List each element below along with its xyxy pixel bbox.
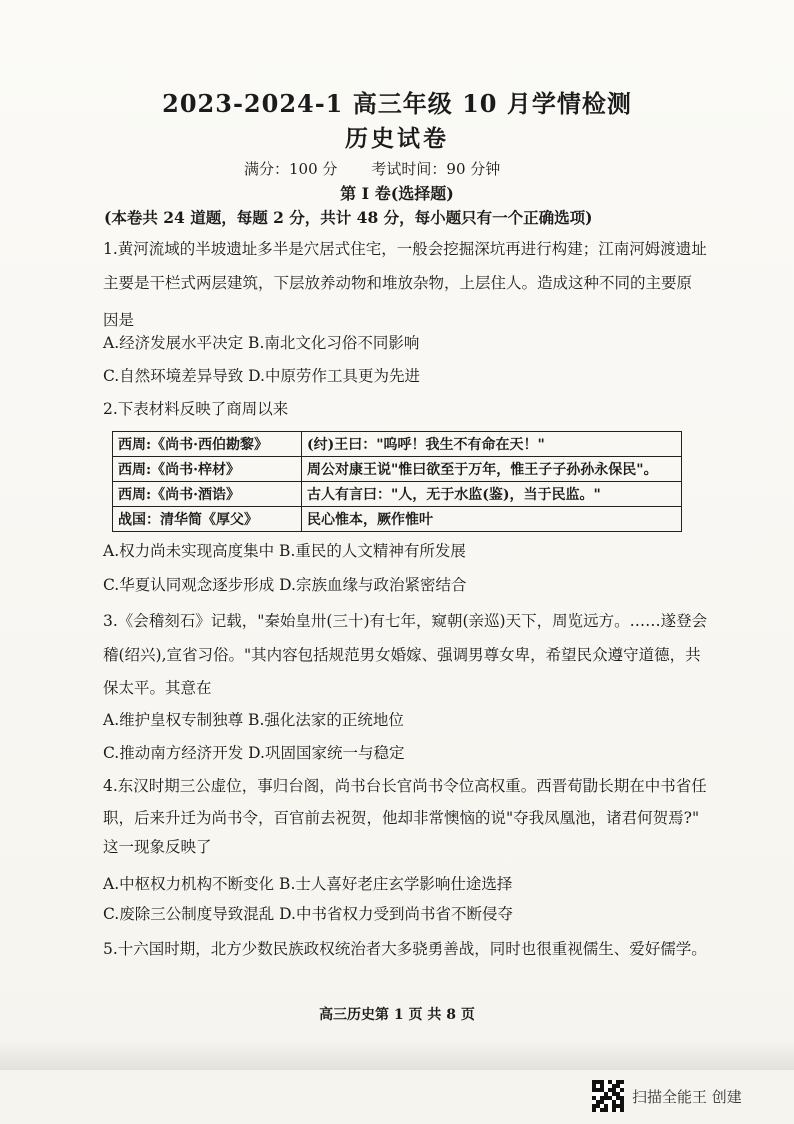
option-line: A.中枢权力机构不断变化 B.士人喜好老庄玄学影响仕途选择: [103, 875, 513, 893]
text-line: 2.下表材料反映了商周以来: [103, 400, 289, 418]
option-line: A.经济发展水平决定 B.南北文化习俗不同影响: [103, 334, 420, 352]
text-line: 1.黄河流域的半坡遗址多半是穴居式住宅，一般会挖掘深坑再进行构建；江南河姆渡遗址: [103, 240, 707, 258]
option-line: C.华夏认同观念逐步形成 D.宗族血缘与政治紧密结合: [103, 576, 467, 594]
exam-title: 2023-2024-1 高三年级 10 月学情检测: [162, 89, 632, 118]
scanner-watermark: [592, 1080, 772, 1112]
option-line: C.推动南方经济开发 D.巩固国家统一与稳定: [103, 744, 405, 762]
table-row: [113, 432, 682, 457]
option-line: A.维护皇权专制独尊 B.强化法家的正统地位: [103, 711, 404, 729]
text-line: 4.东汉时期三公虚位，事归台阁，尚书台长官尚书令位高权重。西晋荀勖长期在中书省任: [103, 777, 707, 795]
table-cell: 西周:《尚书·西伯勘黎》: [113, 432, 302, 457]
text-line: 稽(绍兴),宣省习俗。"其内容包括规范男女婚嫁、强调男尊女卑，希望民众遵守道德，共: [103, 646, 701, 664]
table-cell: 战国：清华简《厚父》: [113, 507, 302, 532]
table-cell: 西周:《尚书·梓材》: [113, 457, 302, 482]
option-line: A.权力尚未实现高度集中 B.重民的人文精神有所发展: [103, 542, 466, 560]
table-cell: 民心惟本，厥作惟叶: [302, 507, 682, 532]
table-cell: 周公对康王说"惟曰欲至于万年，惟王子子孙孙永保民"。: [302, 457, 682, 482]
text-line: 保太平。其意在: [103, 679, 212, 697]
section-instruction: (本卷共 24 道题，每题 2 分，共计 48 分，每小题只有一个正确选项): [104, 208, 593, 227]
time-text: 考试时间：90 分钟: [371, 160, 501, 178]
qr-code-icon: [592, 1080, 624, 1112]
scan-shadow: [0, 1040, 794, 1070]
option-line: C.自然环境差异导致 D.中原劳作工具更为先进: [103, 367, 420, 385]
text-line: 5.十六国时期，北方少数民族政权统治者大多骁勇善战，同时也很重视儒生、爱好儒学。: [103, 940, 707, 958]
text-line: 这一现象反映了: [103, 838, 212, 856]
text-line: 主要是干栏式两层建筑，下层放养动物和堆放杂物，上层住人。造成这种不同的主要原: [103, 274, 693, 292]
table-row: [113, 507, 682, 532]
table-row: [113, 457, 682, 482]
text-line: 因是: [103, 311, 135, 329]
exam-subject: 历史试卷: [345, 125, 449, 152]
page-footer: 高三历史第 1 页 共 8 页: [319, 1007, 475, 1023]
section-title: 第 I 卷(选择题): [340, 184, 454, 203]
exam-meta: [244, 158, 500, 179]
watermark-text: 扫描全能王 创建: [632, 1087, 742, 1106]
material-table: [112, 431, 682, 532]
score-text: 满分：100 分: [244, 160, 338, 178]
option-line: C.废除三公制度导致混乱 D.中书省权力受到尚书省不断侵夺: [103, 905, 513, 923]
text-line: 职，后来升迁为尚书令，百官前去祝贺，他却非常懊恼的说"夺我凤凰池，诸君何贺焉?": [103, 809, 700, 827]
table-cell: (纣)王曰："呜呼！我生不有命在天！": [302, 432, 682, 457]
table-row: [113, 482, 682, 507]
text-line: 3.《会稽刻石》记载，"秦始皇卅(三十)有七年，窥朝(亲巡)天下，周览远方。……遂登会: [103, 612, 708, 630]
table-cell: 西周:《尚书·酒诰》: [113, 482, 302, 507]
table-cell: 古人有言曰："人，无于水监(鉴)，当于民监。": [302, 482, 682, 507]
